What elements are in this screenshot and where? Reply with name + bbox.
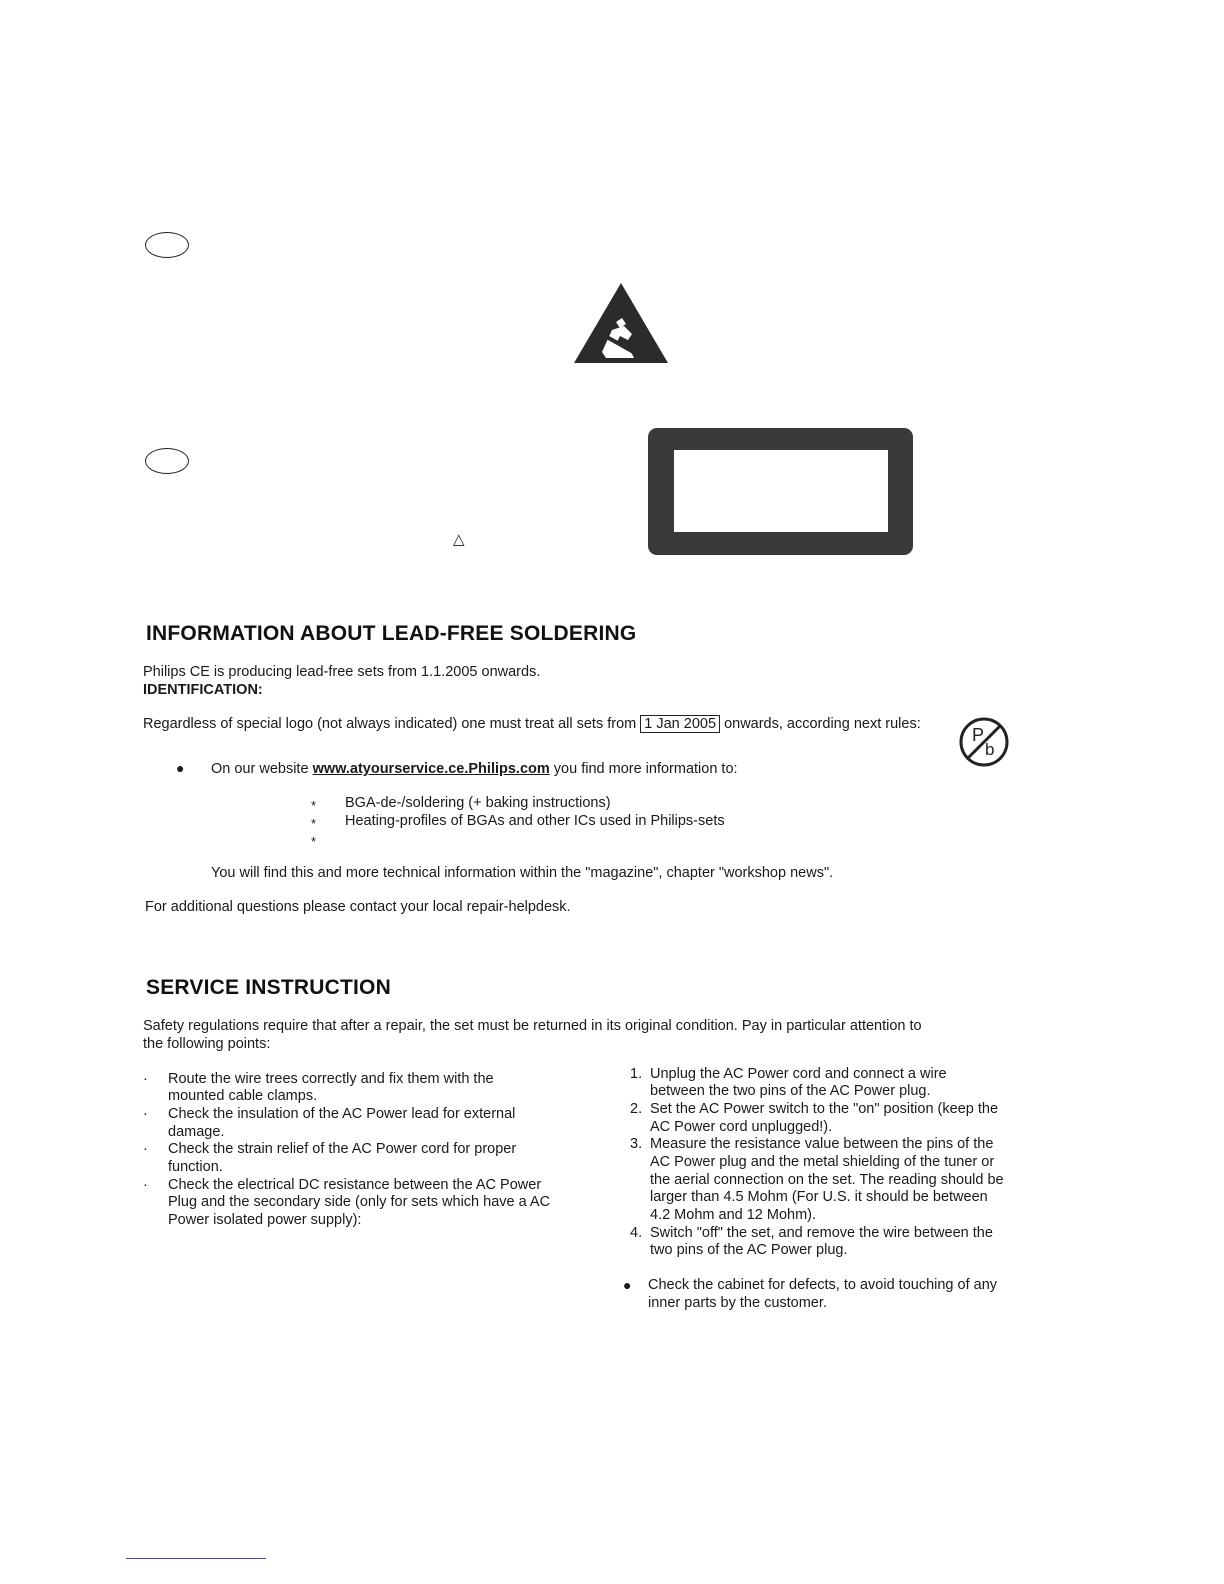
esd-warning-icon (572, 282, 670, 364)
lead-free-heading: INFORMATION ABOUT LEAD-FREE SOLDERING (146, 622, 637, 645)
lead-free-pb-icon (958, 716, 1010, 768)
left-item-2-line2: damage. (168, 1124, 225, 1140)
dash-bullet-icon: · (143, 1071, 148, 1087)
svg-text:b: b (985, 740, 995, 759)
star-bullet-icon: * (311, 816, 317, 831)
star-bullet-icon: * (311, 834, 317, 849)
step-4-line2: two pins of the AC Power plug. (650, 1242, 848, 1258)
language-marker-oval (145, 448, 189, 474)
left-item-3-line2: function. (168, 1159, 223, 1175)
service-intro-line2: the following points: (143, 1036, 271, 1052)
cabinet-check-line1: Check the cabinet for defects, to avoid touching of any (648, 1277, 998, 1293)
safety-label-frame (648, 428, 913, 555)
website-link[interactable]: www.atyourservice.ce.Philips.com (312, 761, 550, 777)
left-item-2-line1: Check the insulation of the AC Power lead for external (168, 1106, 516, 1122)
lead-free-rule (143, 716, 921, 734)
dash-bullet-icon: · (143, 1177, 148, 1193)
rule-text-after: onwards, according next rules: (724, 716, 921, 732)
left-item-4-line1: Check the electrical DC resistance between the AC Power (168, 1177, 542, 1193)
left-item-4-line2: Plug and the secondary side (only for sets which have a AC (168, 1194, 551, 1210)
contact-note: For additional questions please contact your local repair-helpdesk. (145, 899, 571, 915)
dash-bullet-icon: · (143, 1141, 148, 1157)
left-item-1-line1: Route the wire trees correctly and fix them with the (168, 1071, 494, 1087)
sub-item-bga: BGA-de-/soldering (+ baking instructions) (345, 795, 611, 811)
step-1-line2: between the two pins of the AC Power plug. (650, 1083, 931, 1099)
service-heading: SERVICE INSTRUCTION (146, 976, 391, 999)
cabinet-check-line2: inner parts by the customer. (648, 1295, 827, 1311)
bullet-icon: ● (623, 1277, 632, 1293)
step-3-line1: Measure the resistance value between the pins of the (650, 1136, 994, 1152)
step-number: 2. (630, 1101, 643, 1117)
step-2-line1: Set the AC Power switch to the "on" position (keep the (650, 1101, 999, 1117)
language-marker-oval (145, 232, 189, 258)
lead-free-intro: Philips CE is producing lead-free sets from 1.1.2005 onwards. (143, 664, 541, 680)
identification-label: IDENTIFICATION: (143, 682, 263, 698)
left-item-4-line3: Power isolated power supply): (168, 1212, 362, 1228)
rule-text-before: Regardless of special logo (not always indicated) one must treat all sets from (143, 716, 637, 732)
step-2-line2: AC Power cord unplugged!). (650, 1119, 833, 1135)
website-line (211, 761, 738, 779)
step-3-line3: the aerial connection on the set. The reading should be (650, 1172, 1004, 1188)
left-item-1-line2: mounted cable clamps. (168, 1088, 318, 1104)
rule-date-box: 1 Jan 2005 (640, 715, 720, 733)
step-4-line1: Switch "off" the set, and remove the wire between the (650, 1225, 993, 1241)
website-text-before: On our website (211, 761, 309, 777)
bullet-icon: ● (176, 760, 185, 776)
step-number: 4. (630, 1225, 643, 1241)
footer-rule (126, 1558, 266, 1559)
safety-label-blank-area (674, 450, 888, 532)
sub-item-heating: Heating-profiles of BGAs and other ICs used in Philips-sets (345, 813, 725, 829)
website-text-after: you find more information to: (553, 761, 738, 777)
left-item-3-line1: Check the strain relief of the AC Power cord for proper (168, 1141, 517, 1157)
dash-bullet-icon: · (143, 1106, 148, 1122)
magazine-note: You will find this and more technical information within the "magazine", chapter "workshop news". (211, 865, 834, 881)
warning-triangle-icon: △ (453, 531, 465, 548)
step-1-line1: Unplug the AC Power cord and connect a wire (650, 1066, 947, 1082)
svg-text:P: P (972, 725, 985, 745)
step-number: 3. (630, 1136, 643, 1152)
step-3-line2: AC Power plug and the metal shielding of the tuner or (650, 1154, 995, 1170)
star-bullet-icon: * (311, 798, 317, 813)
step-3-line5: 4.2 Mohm and 12 Mohm). (650, 1207, 817, 1223)
step-number: 1. (630, 1066, 643, 1082)
step-3-line4: larger than 4.5 Mohm (For U.S. it should be between (650, 1189, 988, 1205)
service-intro-line1: Safety regulations require that after a repair, the set must be returned in its original condition. Pay in particular attention to (143, 1018, 922, 1034)
